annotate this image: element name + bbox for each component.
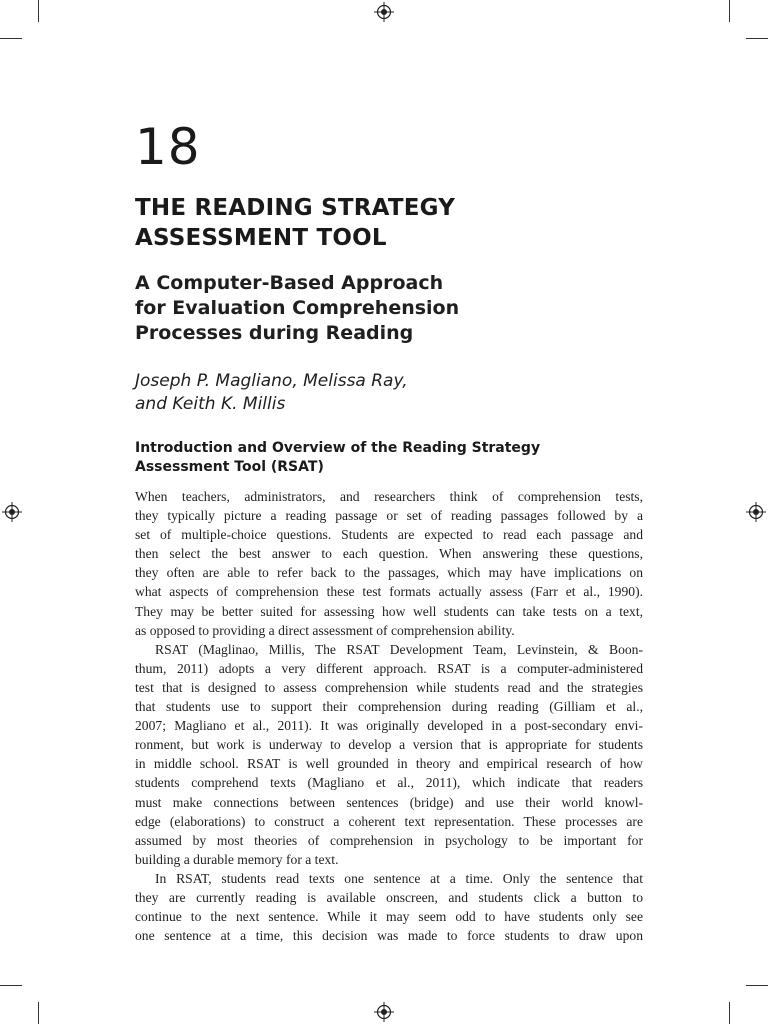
crop-mark: [0, 38, 22, 39]
chapter-title: [135, 193, 455, 253]
paragraph-2: [135, 640, 643, 869]
crop-mark: [746, 985, 768, 986]
crop-mark: [38, 0, 39, 22]
author-line: Joseph P. Magliano, Melissa Ray,: [135, 371, 408, 391]
text-line: they typically picture a reading passage or set of reading passages followed by a: [135, 508, 643, 524]
text-line: edge (elaborations) to construct a coherent text representation. These processes are: [135, 813, 643, 829]
paragraph-1: [135, 487, 643, 640]
chapter-title-line: ASSESSMENT TOOL: [135, 225, 387, 251]
text-line: assumed by most theories of comprehension in psychology to be important for: [135, 832, 643, 848]
subtitle-line: A Computer-Based Approach: [135, 272, 444, 294]
chapter-subtitle: [135, 271, 459, 346]
text-line: they are currently reading is available onscreen, and students click a button to: [135, 889, 643, 905]
text-line: When teachers, administrators, and researchers think of comprehension tests,: [135, 489, 643, 504]
text-line: in middle school. RSAT is well grounded in theory and empirical research of how: [135, 756, 643, 772]
text-line: RSAT (Maglinao, Millis, The RSAT Development Team, Levinstein, & Boon-: [155, 641, 643, 657]
section-heading: [135, 439, 540, 477]
crop-mark: [729, 1002, 730, 1024]
crop-mark: [0, 985, 22, 986]
subtitle-line: Processes during Reading: [135, 322, 414, 344]
author-line: and Keith K. Millis: [135, 394, 286, 414]
text-line: 2007; Magliano et al., 2011). It was originally developed in a post-secondary envi-: [135, 718, 643, 734]
registration-mark-icon: [374, 1002, 394, 1022]
section-heading-line: Assessment Tool (RSAT): [135, 459, 324, 475]
text-line: continue to the next sentence. While it may seem odd to have students only see: [135, 909, 643, 925]
crop-mark: [729, 0, 730, 22]
paragraph-3: [135, 869, 643, 945]
subtitle-line: for Evaluation Comprehension: [135, 297, 460, 319]
text-line: thum, 2011) adopts a very different approach. RSAT is a computer-administered: [135, 660, 643, 676]
registration-mark-icon: [746, 502, 766, 522]
authors: [135, 370, 408, 416]
chapter-title-line: THE READING STRATEGY: [135, 195, 456, 221]
text-line: ronment, but work is underway to develop a version that is appropriate for students: [135, 737, 643, 753]
crop-mark: [38, 1002, 39, 1024]
text-line: They may be better suited for assessing how well students can take tests on a text,: [135, 603, 643, 619]
text-line: they often are able to refer back to the passages, which may have implications on: [135, 565, 643, 581]
text-line: what aspects of comprehension these test formats actually assess (Farr et al., 1990).: [135, 584, 643, 600]
registration-mark-icon: [2, 502, 22, 522]
text-line: students comprehend texts (Magliano et al., 2011), which indicate that readers: [135, 775, 643, 791]
text-line: building a durable memory for a text.: [135, 851, 339, 867]
text-line: one sentence at a time, this decision was made to force students to draw upon: [135, 928, 643, 944]
text-line: then select the best answer to each question. When answering these questions,: [135, 546, 643, 562]
body-text: [135, 487, 643, 945]
registration-mark-icon: [374, 2, 394, 22]
section-heading-line: Introduction and Overview of the Reading Strategy: [135, 440, 541, 456]
text-line: set of multiple-choice questions. Students are expected to read each passage and: [135, 527, 643, 543]
crop-mark: [746, 38, 768, 39]
text-line: as opposed to providing a direct assessment of comprehension ability.: [135, 622, 515, 638]
text-line: that students use to support their comprehension during reading (Gilliam et al.,: [135, 699, 643, 715]
chapter-number: 18: [135, 118, 201, 176]
text-line: test that is designed to assess comprehension while students read and the strategies: [135, 679, 643, 695]
text-line: must make connections between sentences (bridge) and use their world knowl-: [135, 794, 643, 810]
text-line: In RSAT, students read texts one sentence at a time. Only the sentence that: [155, 870, 643, 886]
